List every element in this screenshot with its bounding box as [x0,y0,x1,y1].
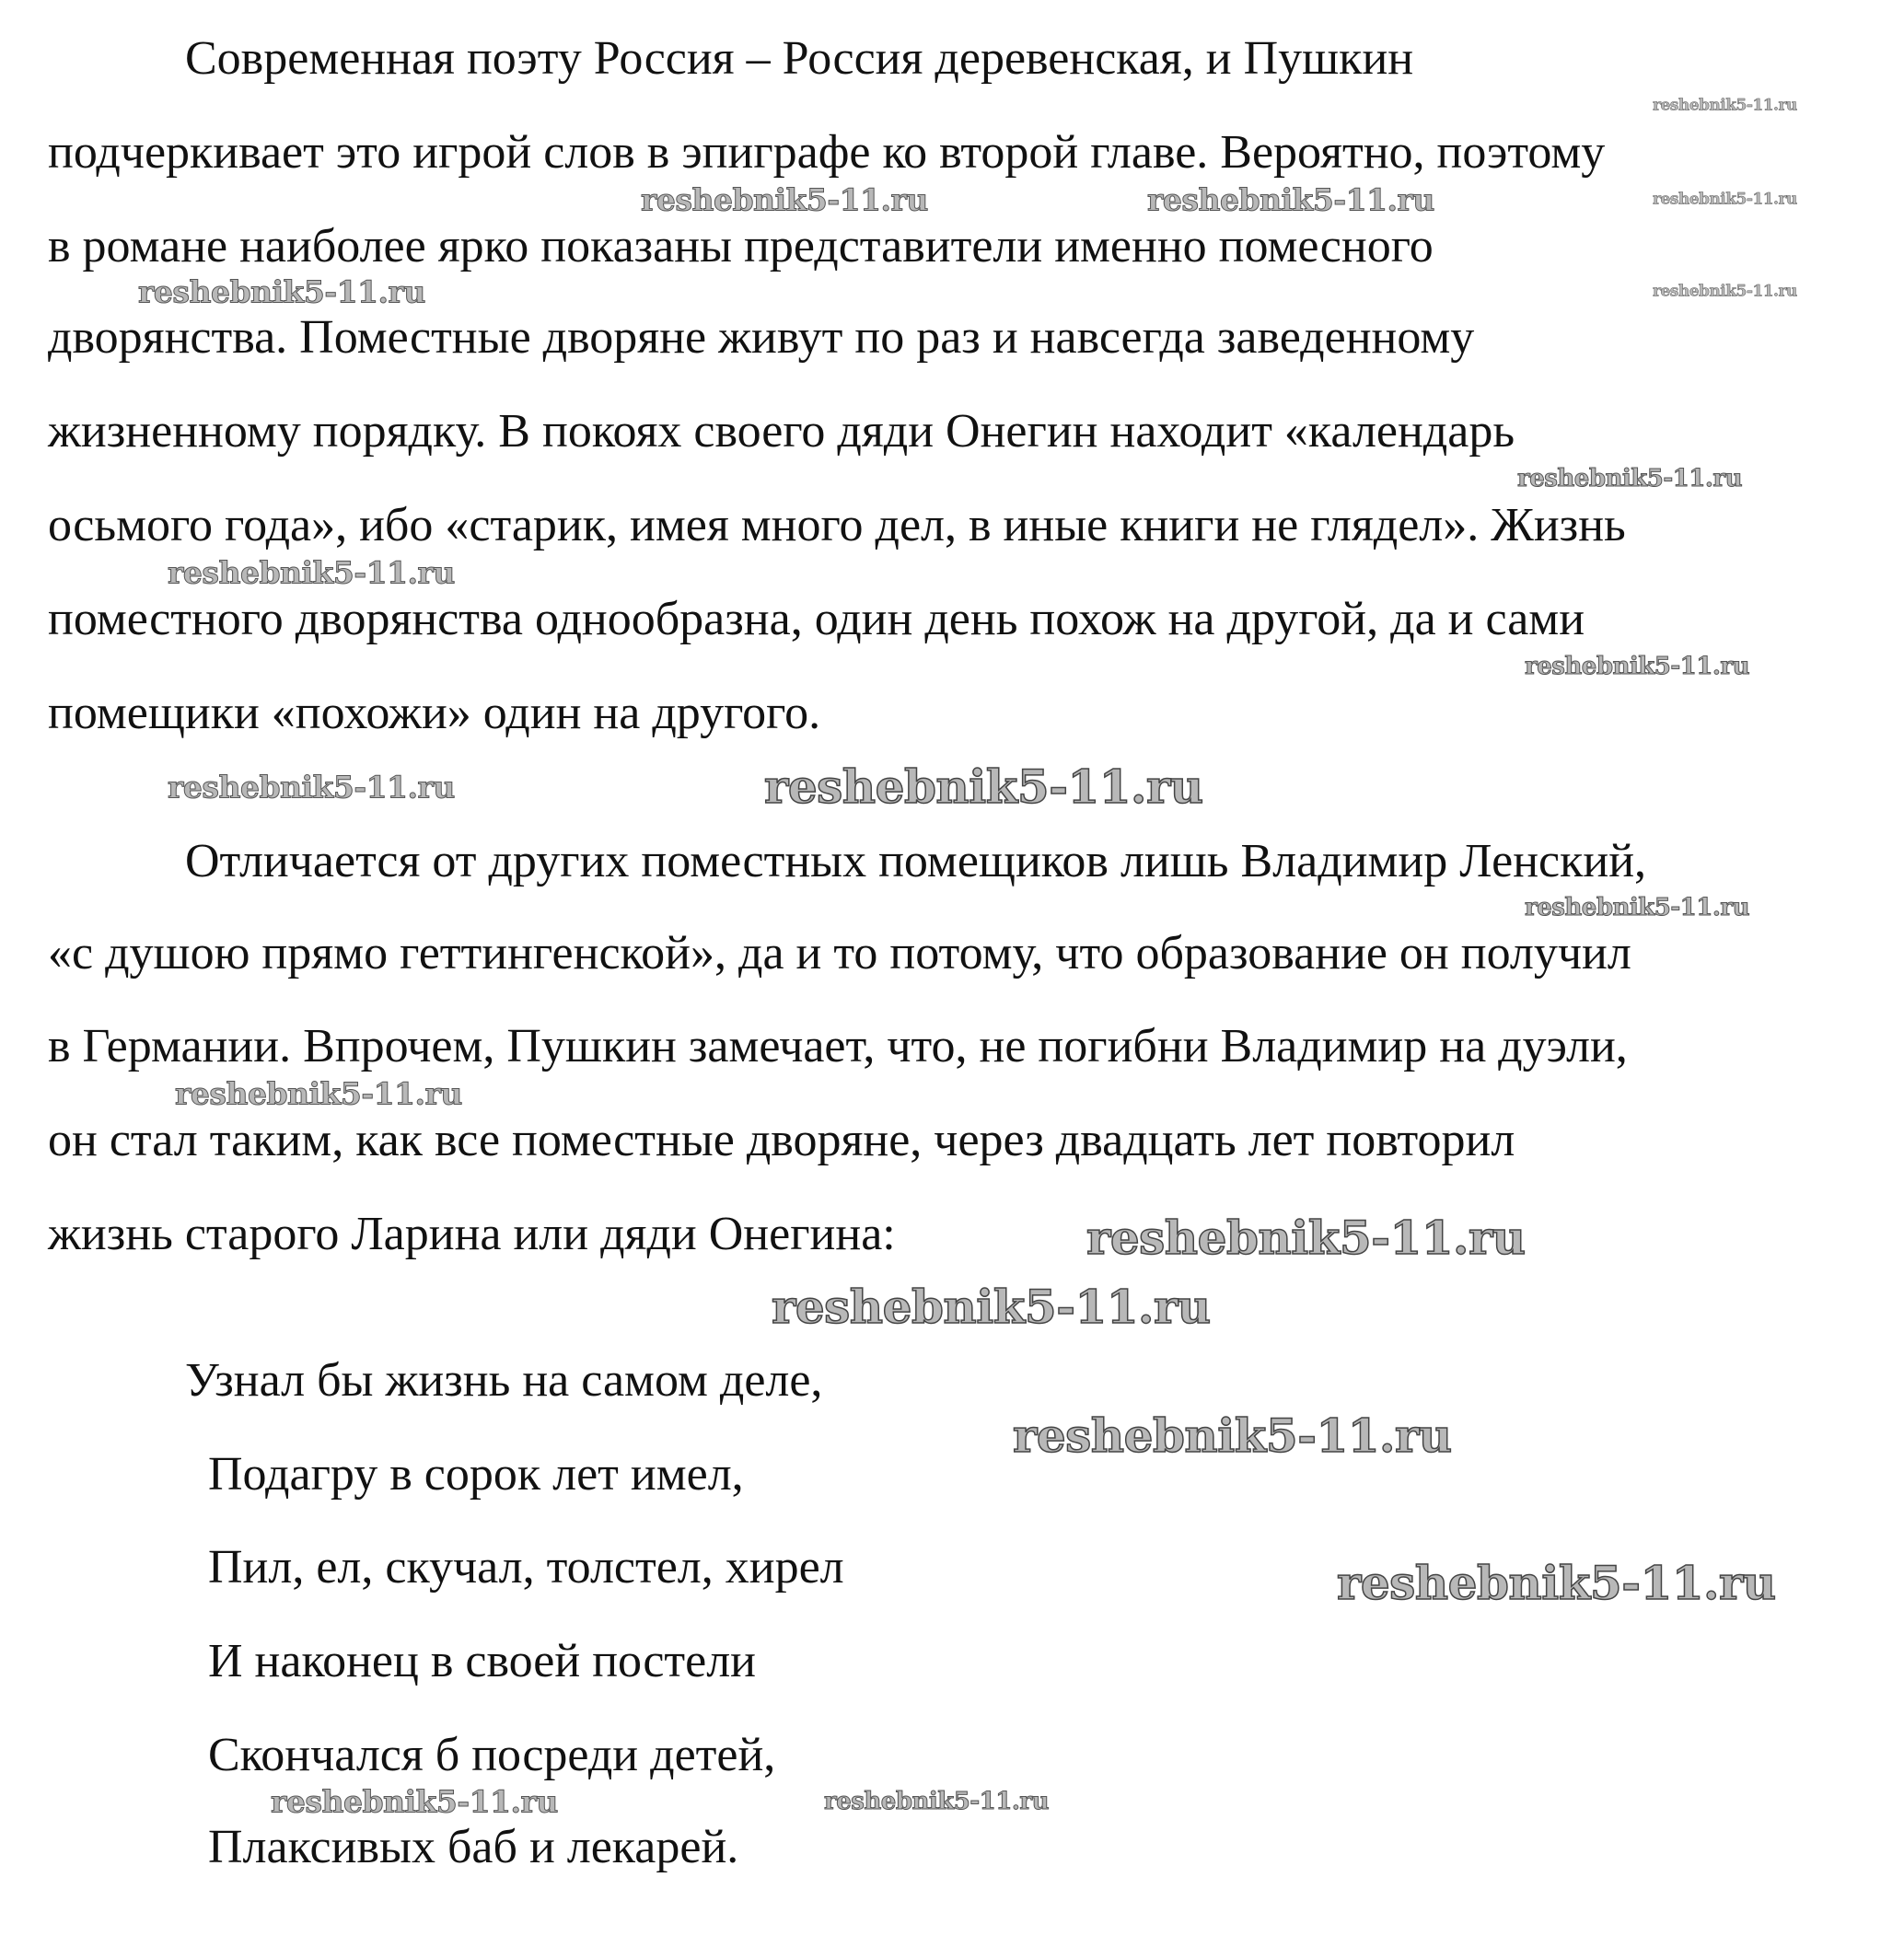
poem-line: Скончался б посреди детей, [208,1729,776,1781]
poem-line: Плаксивых баб и лекарей. [208,1821,739,1873]
watermark: reshebnik5-11.ru [1086,1211,1526,1265]
poem-line: Подагру в сорок лет имел, [208,1448,744,1501]
paragraph1-line: помещики «похожи» один на другого. [48,687,821,739]
paragraph1-line: в романе наиболее ярко показаны представители именно помесного [48,220,1434,272]
poem-line: Узнал бы жизнь на самом деле, [185,1354,823,1407]
paragraph2-line: в Германии. Впрочем, Пушкин замечает, что, не погибни Владимир на дуэли, [48,1020,1628,1072]
poem-line: Пил, ел, скучал, толстел, хирел [208,1541,844,1594]
watermark: reshebnik5-11.ru [1337,1556,1776,1610]
paragraph2-line: Отличается от других поместных помещиков лишь Владимир Ленский, [185,835,1647,887]
paragraph1-line: жизненному порядку. В покоях своего дяди Онегин находит «календарь [48,405,1515,458]
watermark: reshebnik5-11.ru [175,1075,462,1112]
watermark: reshebnik5-11.ru [772,1280,1211,1334]
watermark: reshebnik5-11.ru [1653,190,1797,209]
poem-line: И наконец в своей постели [208,1635,756,1687]
watermark: reshebnik5-11.ru [1013,1408,1452,1463]
watermark: reshebnik5-11.ru [1147,181,1434,218]
watermark: reshebnik5-11.ru [168,769,455,805]
watermark: reshebnik5-11.ru [1525,894,1750,921]
watermark: reshebnik5-11.ru [1653,282,1797,301]
watermark: reshebnik5-11.ru [824,1788,1050,1815]
paragraph1-line: поместного дворянства однообразна, один день похож на другой, да и сами [48,593,1585,645]
watermark: reshebnik5-11.ru [764,759,1203,814]
watermark: reshebnik5-11.ru [1517,465,1743,493]
paragraph1-line: подчеркивает это игрой слов в эпиграфе ко второй главе. Вероятно, поэтому [48,126,1606,179]
watermark: reshebnik5-11.ru [1525,653,1750,680]
paragraph2-line: «с душою прямо геттингенской», да и то потому, что образование он получил [48,927,1631,979]
paragraph1-line: дворянства. Поместные дворяне живут по раз и навсегда заведенному [48,311,1475,364]
paragraph1-line: осьмого года», ибо «старик, имея много дел, в иные книги не глядел». Жизнь [48,499,1626,551]
watermark: reshebnik5-11.ru [641,181,928,218]
watermark: reshebnik5-11.ru [168,554,455,591]
watermark: reshebnik5-11.ru [1653,96,1797,115]
watermark: reshebnik5-11.ru [138,273,425,310]
paragraph1-line: Современная поэту Россия – Россия деревенская, и Пушкин [185,32,1414,85]
watermark: reshebnik5-11.ru [271,1783,558,1820]
paragraph2-line: он стал таким, как все поместные дворяне, через двадцать лет повторил [48,1114,1515,1166]
paragraph2-line: жизнь старого Ларина или дяди Онегина: [48,1208,896,1260]
